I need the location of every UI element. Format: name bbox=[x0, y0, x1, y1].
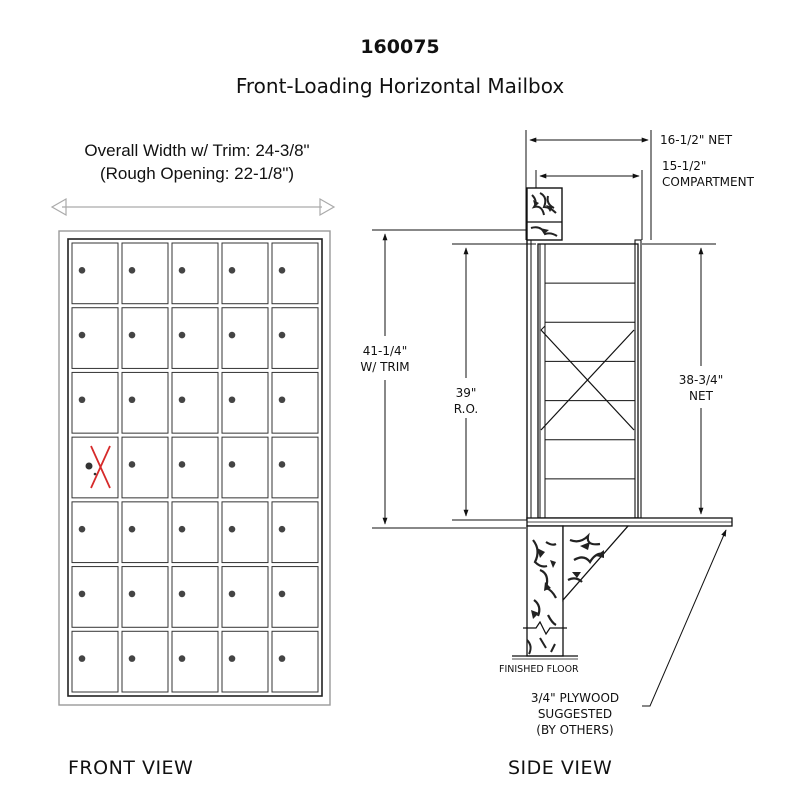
net-height-label: NET bbox=[689, 389, 713, 403]
compartment-door bbox=[272, 308, 318, 369]
compartment-door bbox=[72, 243, 118, 304]
lock-icon bbox=[79, 591, 86, 598]
compartment-door bbox=[222, 567, 268, 628]
compartment-door bbox=[72, 308, 118, 369]
lock-icon bbox=[79, 332, 86, 339]
compartment-door bbox=[172, 567, 218, 628]
lock-icon bbox=[229, 655, 236, 662]
lock-icon bbox=[279, 461, 286, 468]
compartment-door bbox=[122, 372, 168, 433]
compartment-door bbox=[122, 243, 168, 304]
compartment-door bbox=[172, 437, 218, 498]
lock-icon bbox=[229, 461, 236, 468]
plywood-leader bbox=[642, 530, 726, 706]
lock-icon bbox=[129, 655, 136, 662]
overall-width-label: Overall Width w/ Trim: 24-3/8" bbox=[84, 141, 310, 160]
lock-icon bbox=[229, 396, 236, 403]
compartment-door bbox=[72, 567, 118, 628]
compartment-door bbox=[272, 372, 318, 433]
net-height-value: 38-3/4" bbox=[678, 373, 724, 387]
lock-icon bbox=[229, 591, 236, 598]
compartment-width-label: COMPARTMENT bbox=[662, 175, 754, 189]
plywood-label: 3/4" PLYWOOD bbox=[530, 691, 620, 705]
plywood-by-others-label: (BY OTHERS) bbox=[536, 723, 614, 737]
lock-icon bbox=[279, 332, 286, 339]
lock-icon bbox=[129, 267, 136, 274]
compartment-door bbox=[172, 243, 218, 304]
compartment-door bbox=[222, 372, 268, 433]
plywood-suggested-label: SUGGESTED bbox=[537, 707, 613, 721]
lock-icon bbox=[179, 526, 186, 533]
lock-icon bbox=[79, 655, 86, 662]
compartment-door bbox=[272, 631, 318, 692]
compartment-door bbox=[222, 243, 268, 304]
lock-icon bbox=[179, 396, 186, 403]
lock-icon bbox=[279, 267, 286, 274]
lock-icon bbox=[279, 591, 286, 598]
compartment-door bbox=[122, 567, 168, 628]
lock-icon bbox=[129, 332, 136, 339]
finished-floor-label: FINISHED FLOOR bbox=[499, 664, 579, 675]
compartment-door bbox=[172, 631, 218, 692]
lock-icon bbox=[179, 655, 186, 662]
lock-icon bbox=[129, 396, 136, 403]
compartment-door bbox=[272, 243, 318, 304]
rough-opening-height-label: R.O. bbox=[453, 402, 479, 416]
lock-icon bbox=[279, 526, 286, 533]
compartment-door bbox=[272, 437, 318, 498]
compartment-width-value: 15-1/2" bbox=[662, 159, 707, 173]
side-view-label: SIDE VIEW bbox=[508, 757, 613, 779]
net-width-label: 16-1/2" NET bbox=[660, 133, 733, 147]
lock-icon bbox=[79, 267, 86, 274]
front-view-label: FRONT VIEW bbox=[68, 757, 194, 779]
compartment-door bbox=[222, 502, 268, 563]
wall-stud bbox=[527, 240, 531, 520]
lock-icon bbox=[229, 332, 236, 339]
rough-opening-height-value: 39" bbox=[455, 386, 477, 400]
compartment-door bbox=[72, 437, 118, 498]
product-subtitle: Front-Loading Horizontal Mailbox bbox=[235, 74, 565, 98]
compartment-door bbox=[72, 631, 118, 692]
lock-icon bbox=[179, 332, 186, 339]
side-height-dimensions bbox=[372, 230, 716, 528]
lock-icon bbox=[279, 396, 286, 403]
compartment-door bbox=[122, 308, 168, 369]
compartment-door bbox=[172, 502, 218, 563]
mailbox-side-body bbox=[538, 240, 641, 518]
model-number: 160075 bbox=[360, 36, 440, 58]
lock-icon bbox=[129, 526, 136, 533]
compartment-door bbox=[222, 437, 268, 498]
compartment-door bbox=[122, 502, 168, 563]
height-trim-label: W/ TRIM bbox=[360, 360, 410, 374]
lock-icon bbox=[229, 526, 236, 533]
compartment-door bbox=[272, 502, 318, 563]
lock-icon bbox=[179, 591, 186, 598]
compartment-door bbox=[222, 631, 268, 692]
lock-icon bbox=[279, 655, 286, 662]
lock-icon bbox=[229, 267, 236, 274]
plywood-shelf bbox=[527, 518, 732, 526]
height-trim-value: 41-1/4" bbox=[362, 344, 408, 358]
compartment-door bbox=[272, 567, 318, 628]
top-wall-block bbox=[527, 188, 562, 240]
compartment-door bbox=[72, 502, 118, 563]
compartment-door bbox=[122, 631, 168, 692]
lock-icon bbox=[129, 591, 136, 598]
front-width-arrow bbox=[52, 199, 334, 215]
compartment-door bbox=[72, 372, 118, 433]
lock-icon bbox=[129, 461, 136, 468]
compartment-door bbox=[172, 372, 218, 433]
lock-icon bbox=[179, 267, 186, 274]
rough-opening-width-label: (Rough Opening: 22-1/8") bbox=[99, 164, 295, 183]
compartment-door bbox=[172, 308, 218, 369]
lower-wall-support bbox=[512, 526, 628, 659]
compartment-door bbox=[122, 437, 168, 498]
compartment-door bbox=[222, 308, 268, 369]
lock-icon bbox=[79, 526, 86, 533]
lock-icon bbox=[179, 461, 186, 468]
lock-icon bbox=[79, 396, 86, 403]
